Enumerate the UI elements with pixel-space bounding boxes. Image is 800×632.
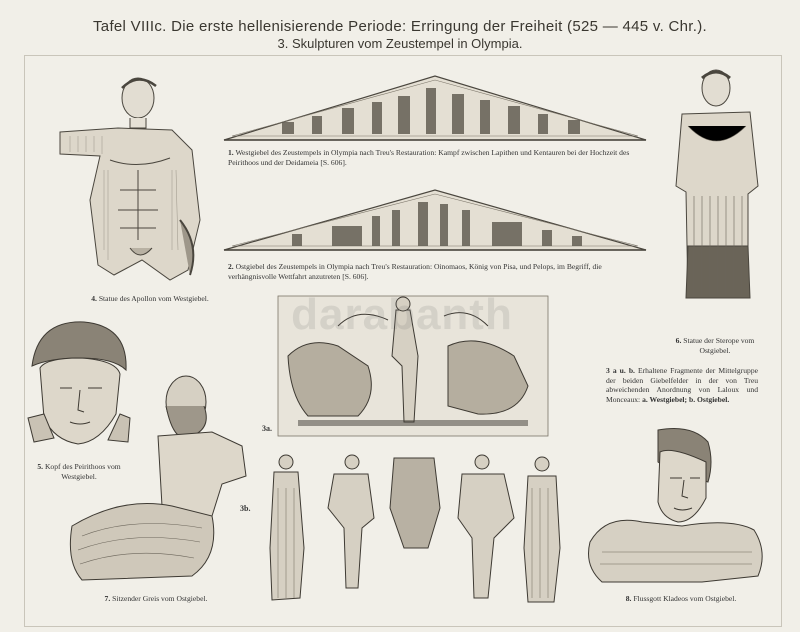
sterope-statue-figure (672, 66, 764, 326)
caption-6 (660, 336, 770, 355)
caption-2 (228, 262, 652, 281)
caption-7-text: Sitzender Greis vom Ostgiebel. (112, 594, 208, 603)
caption-5-text: Kopf des Peirithoos vom Westgiebel. (44, 462, 121, 481)
caption-2-ref: [S. 606]. (342, 271, 369, 281)
group-3b-figure (258, 448, 574, 610)
seated-old-man-figure (62, 366, 252, 584)
caption-4-num: 4. (91, 294, 97, 303)
caption-5-num: 5. (37, 462, 44, 471)
west-pediment-figure (222, 72, 648, 144)
plate-subtitle: 3. Skulpturen vom Zeustempel in Olympia. (277, 36, 523, 51)
caption-3-b: b. Ostgiebel. (688, 394, 730, 404)
kladeos-figure (582, 422, 768, 592)
caption-6-text: Statue der Sterope vom Ostgiebel. (683, 336, 755, 355)
caption-4-text: Statue des Apollon vom Westgiebel. (98, 294, 209, 303)
caption-3 (606, 366, 758, 404)
caption-7-num: 7. (104, 594, 111, 603)
apollon-statue-figure (60, 70, 220, 290)
watermark: darabanth (291, 290, 513, 339)
caption-1-text: Westgiebel des Zeustempels in Olympia nach Treu's Restauration: Kampf zwischen Lapithen und Kentauren bei der Hochzeit des Peirithoos und der Deidameia (228, 148, 630, 167)
plate-title: Tafel VIIIc. Die erste hellenisierende Periode: Erringung der Freiheit (525 — 445 v. Chr.). (93, 18, 707, 35)
caption-2-text: Ostgiebel des Zeustempels in Olympia nach Treu's Restauration: Oinomaos, König von Pisa, und Pelops, im Begriff, die verhängnisvolle Wettfahrt anzutreten (228, 262, 602, 281)
caption-7 (76, 594, 236, 604)
caption-3-text: Erhaltene Fragmente der Mittelgruppe der beiden Giebelfelder in der von Treu abweichenden Anordnung von Laloux und Monceaux: (606, 366, 758, 404)
label-3a: 3a. (262, 424, 272, 433)
caption-6-num: 6. (675, 336, 682, 345)
caption-1 (228, 148, 652, 167)
caption-4 (70, 294, 230, 304)
caption-3-num: 3 a u. b. (606, 366, 635, 375)
caption-8-num: 8. (625, 594, 632, 603)
caption-8 (588, 594, 774, 604)
caption-2-num: 2. (228, 262, 234, 271)
caption-3-a: a. Westgiebel; (642, 394, 688, 404)
caption-1-ref: [S. 606]. (320, 157, 347, 167)
caption-1-num: 1. (228, 148, 234, 157)
caption-8-text: Flussgott Kladeos vom Ostgiebel. (633, 594, 737, 603)
label-3b: 3b. (240, 504, 251, 513)
east-pediment-figure (222, 186, 648, 254)
